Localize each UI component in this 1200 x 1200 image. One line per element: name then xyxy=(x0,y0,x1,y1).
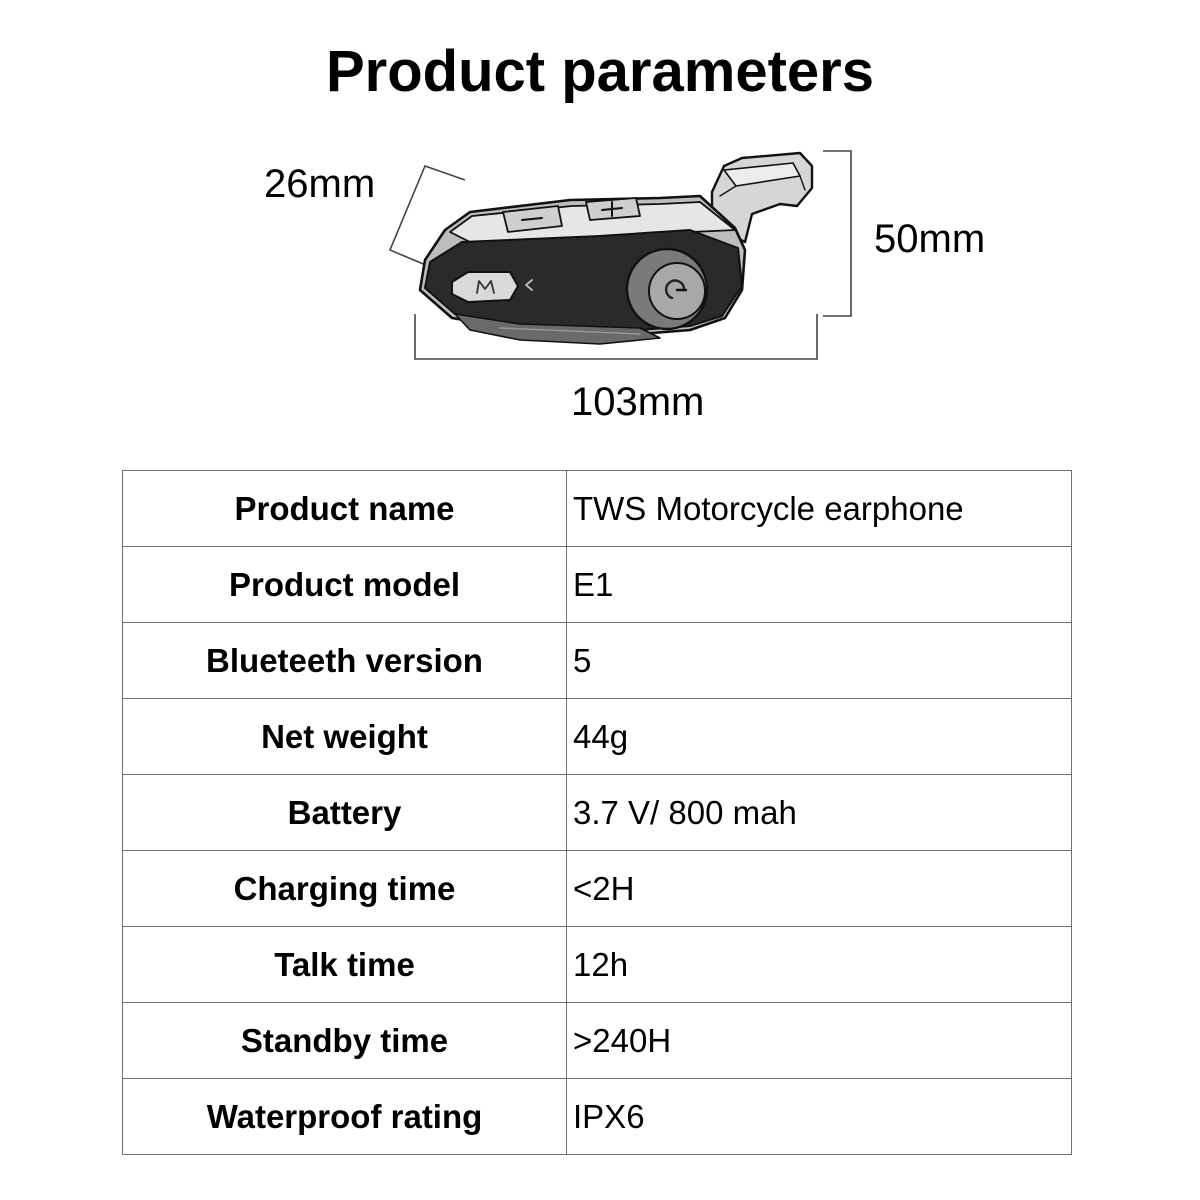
table-row xyxy=(123,775,1072,851)
height-dimension-label: 50mm xyxy=(874,217,986,261)
parameter-name: Product name xyxy=(123,471,567,547)
parameter-value: TWS Motorcycle earphone xyxy=(567,471,1072,547)
parameter-name: Net weight xyxy=(123,699,567,775)
depth-dimension-label: 26mm xyxy=(264,162,376,206)
parameter-name: Waterproof rating xyxy=(123,1079,567,1155)
table-row xyxy=(123,1079,1072,1155)
table-row xyxy=(123,623,1072,699)
device-body xyxy=(420,153,812,344)
parameters-table xyxy=(122,470,1072,1155)
table-row xyxy=(123,471,1072,547)
table-row xyxy=(123,1003,1072,1079)
parameter-value: >240H xyxy=(567,1003,1072,1079)
table-row xyxy=(123,927,1072,1003)
height-dimension-line xyxy=(823,151,851,316)
parameter-name: Standby time xyxy=(123,1003,567,1079)
table-row xyxy=(123,547,1072,623)
parameter-value: 3.7 V/ 800 mah xyxy=(567,775,1072,851)
table-row xyxy=(123,699,1072,775)
parameter-name: Product model xyxy=(123,547,567,623)
parameter-value: IPX6 xyxy=(567,1079,1072,1155)
parameter-name: Battery xyxy=(123,775,567,851)
page-title: Product parameters xyxy=(326,39,874,104)
parameter-value: 44g xyxy=(567,699,1072,775)
parameter-value: E1 xyxy=(567,547,1072,623)
parameter-value: 5 xyxy=(567,623,1072,699)
parameter-value: <2H xyxy=(567,851,1072,927)
device-dimension-figure xyxy=(0,130,1200,440)
parameter-name: Talk time xyxy=(123,927,567,1003)
parameter-name: Blueteeth version xyxy=(123,623,567,699)
parameter-value: 12h xyxy=(567,927,1072,1003)
length-dimension-label: 103mm xyxy=(571,380,705,424)
table-row xyxy=(123,851,1072,927)
parameter-name: Charging time xyxy=(123,851,567,927)
